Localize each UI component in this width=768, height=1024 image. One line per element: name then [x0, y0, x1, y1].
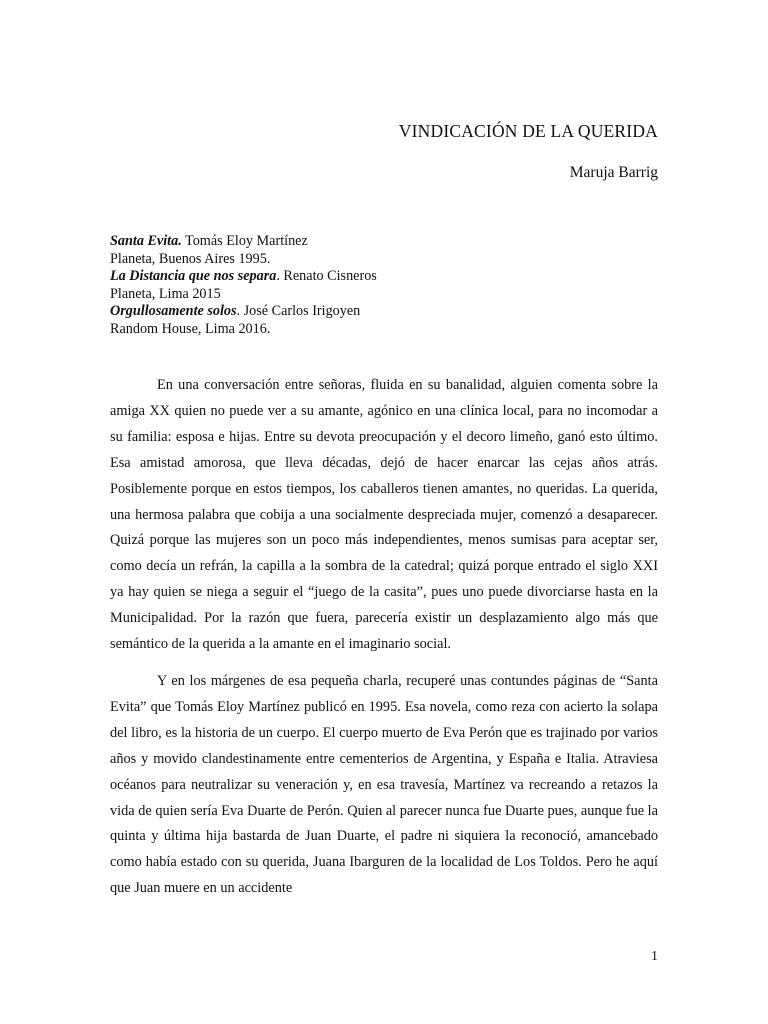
reference-author: . José Carlos Irigoyen: [236, 303, 361, 319]
reference-publisher: Planeta, Lima 2015: [110, 285, 221, 302]
reference-line: [110, 268, 377, 286]
reference-line: [110, 303, 377, 321]
reference-author: Tomás Eloy Martínez: [181, 233, 308, 249]
page-number: 1: [651, 949, 658, 964]
reference-author: . Renato Cisneros: [276, 268, 377, 284]
reference-line: [110, 233, 377, 251]
reference-list: [110, 233, 377, 338]
paragraph: En una conversación entre señoras, fluida en su banalidad, alguien comenta sobre la amiga XX quien no puede ver a su amante, agónico en una clínica local, para no incomodar a su familia: esposa e hijas. Entre su devota preocupación y el decoro limeño, ganó esto último. Esa amistad amorosa, que lleva décadas, dejó de hacer enarcar las cejas años atrás. Posiblemente porque en estos tiempos, los caballeros tienen amantes, no queridas. La querida, una hermosa palabra que cobija a una socialmente despreciada mujer, comenzó a desaparecer. Quizá porque las mujeres son un poco más independientes, menos sumisas para aceptar ser, como decía un refrán, la capilla a la sombra de la catedral; quizá porque entrado el siglo XXI ya hay quien se niega a seguir el “juego de la casita”, pues uno puede divorciarse hasta en la Municipalidad. Por la razón que fuera, parecería existir un desplazamiento algo más que semántico de la querida a la amante en el imaginario social.: [110, 377, 658, 653]
reference-publisher: Random House, Lima 2016.: [110, 320, 271, 337]
paragraph: Y en los márgenes de esa pequeña charla, recuperé unas contundes páginas de “Santa Evita” que Tomás Eloy Martínez publicó en 1995. Esa novela, como reza con acierto la solapa del libro, es la historia de un cuerpo. El cuerpo muerto de Eva Perón que es trajinado por varios años y movido clandestinamente entre cementerios de Argentina, y España e Italia. Atraviesa océanos para neutralizar su veneración y, en esa travesía, Martínez va recreando a retazos la vida de quien sería Eva Duarte de Perón. Quien al parecer nunca fue Duarte pues, aunque fue la quinta y última hija bastarda de Juan Duarte, el padre ni siquiera la reconoció, amancebado como había estado con su querida, Juana Ibarguren de la localidad de Los Toldos. Pero he aquí que Juan muere en un accidente: [110, 672, 658, 897]
reference-title: Santa Evita.: [110, 233, 182, 249]
reference-title: Orgullosamente solos: [110, 303, 237, 319]
body-text: [110, 373, 658, 913]
reference-title: La Distancia que nos separa: [110, 268, 277, 284]
author-name: Maruja Barrig: [569, 164, 658, 181]
reference-publisher: Planeta, Buenos Aires 1995.: [110, 250, 271, 267]
document-title: VINDICACIÓN DE LA QUERIDA: [398, 121, 658, 141]
